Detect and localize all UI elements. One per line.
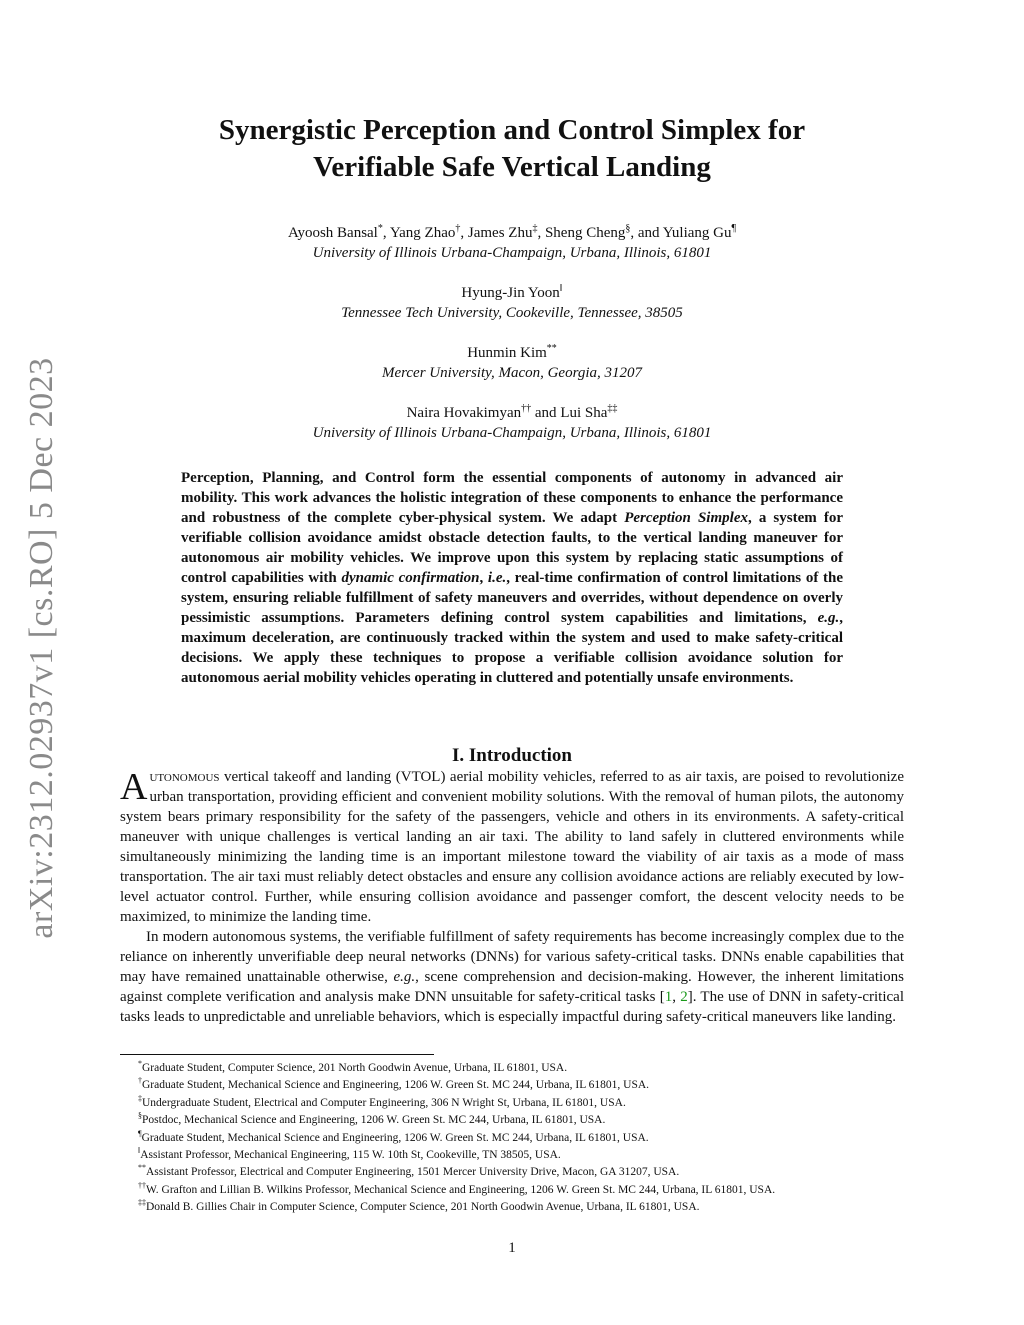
author-name: Naira Hovakimyan (406, 405, 522, 421)
footnote-text: W. Grafton and Lillian B. Wilkins Professor, Mechanical Science and Engineering, 1206 W. Green St. MC 244, Urbana, IL 61801, USA. (146, 1183, 776, 1196)
author-name: Hunmin Kim (467, 345, 547, 361)
author-line (0, 403, 1024, 423)
page-number: 1 (508, 1240, 516, 1256)
author-name: Lui Sha (560, 405, 608, 421)
author-sep: , (382, 225, 390, 241)
small-caps-word: utonomous (149, 769, 220, 785)
footnote-text: Assistant Professor, Mechanical Engineering, 115 W. 10th St, Cookeville, TN 38505, USA. (140, 1149, 561, 1162)
footnote-mark: ‡ (138, 1093, 142, 1103)
paragraph-text: vertical takeoff and landing (VTOL) aerial mobility vehicles, referred to as air taxis, are poised to revolutionize urban transportation, providing efficient and convenient mobility solutions. With the removal of human pilots, the autonomy system bears primary responsibility for the safety of the passengers, vehicle and others in its environments. A safety-critical maneuver with unique challenges is vertical landing an air taxi. The ability to land safely in cluttered environments while simultaneously minimizing the landing time is an important milestone toward the viability of air taxis as a mode of mass transportation. The air taxi must reliably detect obstacles and ensure any collision avoidance actions are reliably executed by low-level actuator control. Further, while ensuring collision avoidance and passenger comfort, the descent velocity needs to be maximized, to minimize the landing time. (120, 769, 904, 925)
footnote (120, 1060, 904, 1077)
paper-title (0, 112, 1024, 186)
paragraph-text: ]. The use of DNN in safety-critical tasks leads to unpredictable and unreliable behaviors, which is especially impactful during safety-critical maneuvers like landing. (120, 989, 904, 1025)
affiliation: Mercer University, Macon, Georgia, 31207 (381, 365, 643, 381)
arxiv-identifier: arXiv:2312.02937v1 [cs.RO] 5 Dec 2023 (23, 357, 60, 939)
author-group-4 (0, 403, 1024, 443)
abstract-emphasis: i.e. (487, 570, 507, 586)
footnote-text: Graduate Student, Computer Science, 201 North Goodwin Avenue, Urbana, IL 61801, USA. (142, 1062, 568, 1074)
paragraph-emphasis: e.g. (393, 969, 416, 985)
footnote-mark: ‖ (138, 1146, 141, 1156)
footnote-mark: ‡‡ (138, 1198, 146, 1208)
title-line-1: Synergistic Perception and Control Simplex for (218, 114, 806, 146)
footnotes (120, 1060, 904, 1217)
author-mark: ‖ (559, 283, 563, 294)
footnote-mark: ** (138, 1163, 146, 1173)
author-name: Hyung-Jin Yoon (461, 285, 560, 301)
author-mark: ‡‡ (607, 403, 618, 414)
author-mark: † (455, 223, 461, 234)
footnote-text: Assistant Professor, Electrical and Computer Engineering, 1501 Mercer University Drive, Macon, GA 31207, USA. (146, 1166, 680, 1179)
footnote-mark: * (138, 1059, 142, 1069)
footnote (120, 1182, 904, 1199)
paragraph (120, 767, 904, 927)
author-sep: and (531, 405, 561, 421)
abstract-emphasis: e.g. (817, 610, 840, 626)
paragraph-text: In modern autonomous systems, the verifiable fulfillment of safety requirements has become increasingly complex due to the reliance on inherently unverifiable deep neural networks (DNNs) for various safety-critical tasks. DNNs enable capabilities that may have remained unattainable otherwise, (120, 929, 904, 985)
footnote-text: Graduate Student, Mechanical Science and Engineering, 1206 W. Green St. MC 244, Urbana, IL 61801, USA. (141, 1131, 649, 1144)
citation-link[interactable]: 1 (664, 989, 673, 1005)
paragraph (120, 927, 904, 1027)
footnote (120, 1095, 904, 1112)
paragraph-text: , scene comprehension and decision-making. However, the inherent limitations against complete verification and analysis make DNN unsuitable for safety-critical tasks [ (120, 969, 904, 1005)
author-name: Yang Zhao (389, 225, 456, 241)
author-mark: § (625, 223, 631, 234)
abstract-emphasis: dynamic confirmation (341, 570, 480, 586)
footnote-text: Postdoc, Mechanical Science and Engineering, 1206 W. Green St. MC 244, Urbana, IL 61801, USA. (142, 1114, 606, 1127)
section-heading: I. Introduction (451, 745, 572, 766)
author-name: Ayoosh Bansal (287, 225, 378, 241)
introduction-body (120, 767, 904, 1027)
abstract-emphasis: Perception Simplex (624, 510, 748, 526)
affiliation: Tennessee Tech University, Cookeville, Tennessee, 38505 (341, 305, 683, 321)
author-sep: , (460, 225, 468, 241)
author-group-1 (0, 223, 1024, 263)
footnote-text: Graduate Student, Mechanical Science and Engineering, 1206 W. Green St. MC 244, Urbana, IL 61801, USA. (142, 1079, 650, 1092)
author-mark: ‡ (532, 223, 538, 234)
footnote-rule (120, 1054, 434, 1055)
abstract-text: , maximum deceleration, are continuously tracked within the system and used to make safety-critical decisions. We apply these techniques to propose a verifiable collision avoidance solution for autonomous aerial mobility vehicles operating in cluttered and potentially unsafe environments. (181, 610, 843, 686)
footnote (120, 1130, 904, 1147)
abstract-text: , (479, 570, 488, 586)
abstract-text: Perception, Planning, and Control form the essential components of autonomy in advanced air mobility. This work advances the holistic integration of these components to enhance the performance and robustness of the complete cyber-physical system. We adapt (181, 470, 843, 526)
drop-cap: A (120, 766, 148, 808)
author-sep: , (537, 225, 545, 241)
author-line (0, 223, 1024, 243)
author-mark: †† (521, 403, 532, 414)
citation-separator: , (672, 989, 681, 1005)
author-mark: ¶ (731, 223, 737, 234)
abstract (181, 468, 843, 688)
author-group-3 (0, 343, 1024, 383)
author-name: Sheng Cheng (544, 225, 626, 241)
citation-link[interactable]: 2 (680, 989, 688, 1005)
footnote (120, 1077, 904, 1094)
abstract-text: , a system for verifiable collision avoidance amidst obstacle detection faults, to the vertical landing maneuver for autonomous air mobility vehicles. We improve upon this system by replacing static assumptions of control capabilities with (181, 510, 844, 586)
footnote (120, 1147, 904, 1164)
author-line (0, 343, 1024, 363)
title-line-2: Verifiable Safe Vertical Landing (313, 151, 711, 183)
footnote-mark: ¶ (138, 1128, 142, 1138)
author-sep: , and (630, 225, 663, 241)
abstract-text: , real-time confirmation of control limitations of the system, ensuring reliable fulfillment of safety maneuvers and overrides, without dependence on overly pessimistic assumptions. Parameters defining control system capabilities and limitations, (181, 570, 844, 626)
footnote (120, 1199, 904, 1216)
author-name: Yuliang Gu (662, 225, 732, 241)
footnote-mark: † (138, 1076, 142, 1086)
author-group-2 (0, 283, 1024, 323)
footnote-text: Undergraduate Student, Electrical and Computer Engineering, 306 N Wright St, Urbana, IL 61801, USA. (142, 1096, 626, 1109)
footnote (120, 1112, 904, 1129)
footnote-mark: †† (138, 1181, 146, 1191)
author-mark: * (377, 223, 383, 234)
footnote-mark: § (138, 1111, 142, 1121)
footnote-text: Donald B. Gillies Chair in Computer Science, Computer Science, 201 North Goodwin Avenue, Urbana, IL 61801, USA. (146, 1201, 700, 1214)
author-name: James Zhu (467, 225, 533, 241)
author-mark: ** (546, 343, 557, 354)
footnote (120, 1164, 904, 1181)
affiliation: University of Illinois Urbana-Champaign, Urbana, Illinois, 61801 (312, 245, 712, 261)
author-line (0, 283, 1024, 303)
affiliation: University of Illinois Urbana-Champaign, Urbana, Illinois, 61801 (312, 425, 712, 441)
